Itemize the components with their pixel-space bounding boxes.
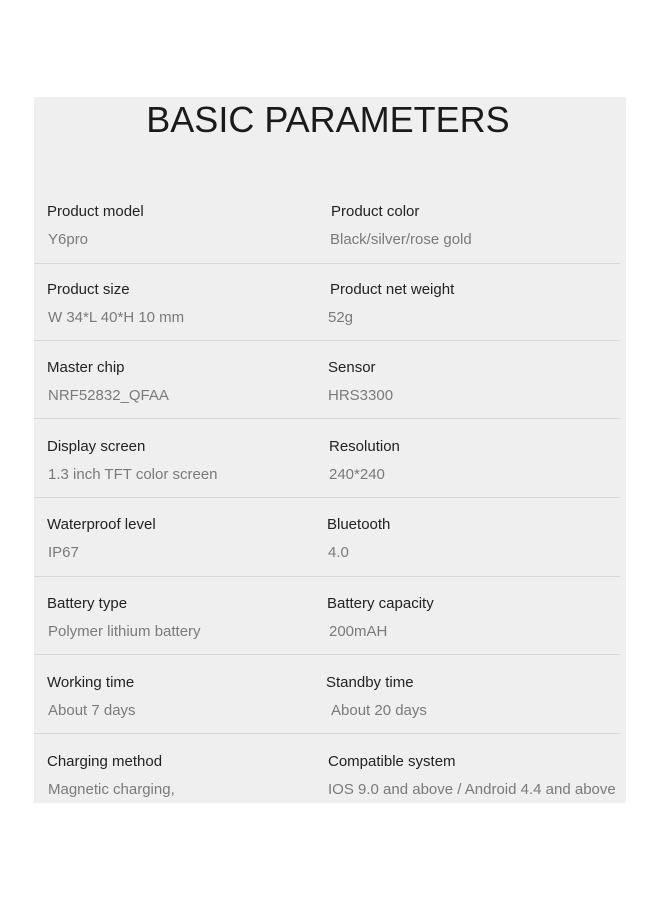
param-label-standby-time: Standby time — [326, 674, 414, 691]
param-value-sensor: HRS3300 — [328, 387, 394, 404]
param-value-standby-time: About 20 days — [331, 702, 427, 719]
param-value-bluetooth: 4.0 — [328, 544, 349, 561]
param-value-resolution: 240*240 — [329, 466, 385, 483]
param-label-working-time: Working time — [47, 674, 135, 691]
param-label-product-net-weight: Product net weight — [330, 281, 455, 298]
param-label-product-color: Product color — [331, 203, 420, 220]
row-divider — [34, 733, 620, 734]
row-divider — [34, 263, 620, 264]
row-divider — [34, 340, 620, 341]
param-label-product-model: Product model — [47, 203, 144, 220]
param-value-master-chip: NRF52832_QFAA — [48, 387, 169, 404]
param-value-product-model: Y6pro — [48, 231, 89, 248]
param-value-charging-method: Magnetic charging, — [48, 781, 175, 798]
param-label-compatible-system: Compatible system — [328, 753, 456, 770]
param-label-display-screen: Display screen — [47, 438, 146, 455]
param-value-waterproof-level: IP67 — [48, 544, 79, 561]
param-label-bluetooth: Bluetooth — [327, 516, 391, 533]
param-label-battery-capacity: Battery capacity — [327, 595, 434, 612]
param-label-sensor: Sensor — [328, 359, 376, 376]
param-value-product-color: Black/silver/rose gold — [330, 231, 472, 248]
param-value-compatible-system: IOS 9.0 and above / Android 4.4 and above — [328, 781, 616, 798]
param-label-battery-type: Battery type — [47, 595, 128, 612]
page-title-text: BASIC PARAMETERS — [146, 99, 510, 140]
param-value-working-time: About 7 days — [48, 702, 136, 719]
param-value-battery-capacity: 200mAH — [329, 623, 388, 640]
row-divider — [34, 418, 620, 419]
param-value-display-screen: 1.3 inch TFT color screen — [48, 466, 218, 483]
row-divider — [34, 654, 620, 655]
row-divider — [34, 576, 620, 577]
param-value-battery-type: Polymer lithium battery — [48, 623, 201, 640]
param-label-charging-method: Charging method — [47, 753, 163, 770]
param-label-resolution: Resolution — [329, 438, 400, 455]
param-label-master-chip: Master chip — [47, 359, 125, 376]
param-value-product-size: W 34*L 40*H 10 mm — [48, 309, 185, 326]
row-divider — [34, 497, 620, 498]
parameters-panel — [34, 97, 626, 803]
param-value-product-net-weight: 52g — [328, 309, 354, 326]
param-label-product-size: Product size — [47, 281, 130, 298]
param-label-waterproof-level: Waterproof level — [47, 516, 156, 533]
page-title — [34, 97, 626, 139]
